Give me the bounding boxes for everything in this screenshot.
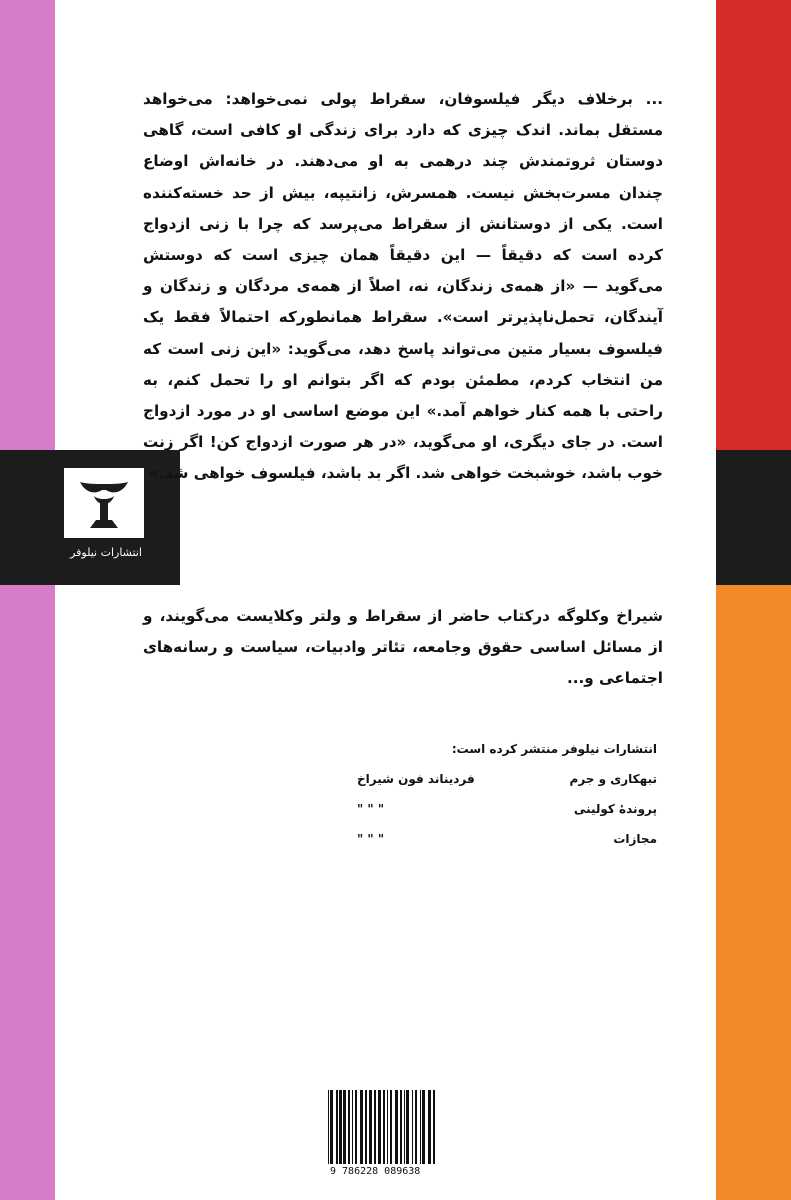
main-paragraph: ... برخلاف دیگر فیلسوفان، سقراط پولی نمی‌خواهد: می‌خواهد مستقل بماند. اندک چیزی که دارد برای زندگی او کافی است، گاهی دوستان ثروتمندش چند درهمی به او می‌دهند. در خانه‌اش اوضاع چندان مسرت‌بخش نیست. همسرش، زانتیپه، بیش از حد خسته‌کننده است. یکی از دوستانش از سقراط می‌پرسد که چرا با زنی ازدواج کرده است که دقیقاً — این دقیقاً همان چیزی است که دوستش می‌گوید — «از همه‌ی زندگان، نه، اصلاً از همه‌ی مردگان و زندگان و آیندگان، تحمل‌ناپذیرتر است». سقراط همانطورکه احتمالاً فقط یک فیلسوف بسیار متین می‌تواند پاسخ دهد، می‌گوید: «این زنی است که من انتخاب کردم، مطمئن بودم که اگر بتوانم او را تحمل کنم، به راحتی با همه کنار خواهم آمد.» این موضع اساسی او در مورد ازدواج است. در جای دیگری، او می‌گوید، «در هر صورت ازدواج کن! اگر زنت خوب باشد، خوشبخت خواهی شد. اگر بد باشد، فیلسوف خواهی شد.» xyxy=(143,90,663,483)
barcode-bar xyxy=(378,1090,381,1164)
barcode-bar xyxy=(383,1090,385,1164)
barcode-bar xyxy=(343,1090,346,1164)
nilufar-logo-icon xyxy=(64,468,144,538)
book-author: " " " xyxy=(357,832,385,846)
barcode-bar xyxy=(404,1090,405,1164)
publisher-heading: انتشارات نیلوفر منتشر کرده است: xyxy=(451,742,657,756)
barcode-bar xyxy=(400,1090,402,1164)
right-black-stripe xyxy=(716,450,791,585)
book-row xyxy=(357,802,657,826)
barcode-bar xyxy=(369,1090,372,1164)
barcode-bar xyxy=(415,1090,417,1164)
barcode-bar xyxy=(352,1090,353,1164)
right-red-stripe xyxy=(716,0,791,450)
barcode-bar xyxy=(422,1090,425,1164)
book-row xyxy=(357,772,657,796)
isbn-barcode xyxy=(322,1088,547,1166)
book-author: فردیناند فون شیراخ xyxy=(357,772,475,786)
book-title: تبهکاری و جرم xyxy=(569,772,657,786)
barcode-bar xyxy=(328,1090,329,1164)
book-title: پروندهٔ کولینی xyxy=(573,802,657,816)
publisher-logo-label: انتشارات نیلوفر xyxy=(70,546,142,559)
book-author: " " " xyxy=(357,802,385,816)
barcode-bar xyxy=(336,1090,338,1164)
barcode-bar xyxy=(360,1090,363,1164)
left-pink-stripe xyxy=(0,0,55,1200)
barcode-bar xyxy=(428,1090,431,1164)
barcode-bar xyxy=(348,1090,350,1164)
barcode-bar xyxy=(395,1090,398,1164)
barcode-bar xyxy=(420,1090,421,1164)
barcode-bar xyxy=(355,1090,357,1164)
right-orange-stripe xyxy=(716,585,791,1200)
barcode-bar xyxy=(412,1090,413,1164)
barcode-bar xyxy=(339,1090,342,1164)
barcode-bar xyxy=(387,1090,388,1164)
barcode-bar xyxy=(390,1090,392,1164)
isbn-number: 9 786228 089638 xyxy=(330,1166,421,1177)
barcode-bar xyxy=(374,1090,376,1164)
barcode-bar xyxy=(406,1090,409,1164)
second-paragraph: شیراخ وکلوگه درکتاب حاضر از سقراط و ولتر وکلایست می‌گویند، و از مسائل اساسی حقوق وجامعه، تئاتر وادبیات، سیاست و رسانه‌های اجتماعی و... xyxy=(143,607,663,688)
book-title: مجازات xyxy=(613,832,657,846)
book-row xyxy=(357,832,657,856)
barcode-bar xyxy=(365,1090,367,1164)
barcode-bar xyxy=(433,1090,435,1164)
barcode-bar xyxy=(330,1090,333,1164)
